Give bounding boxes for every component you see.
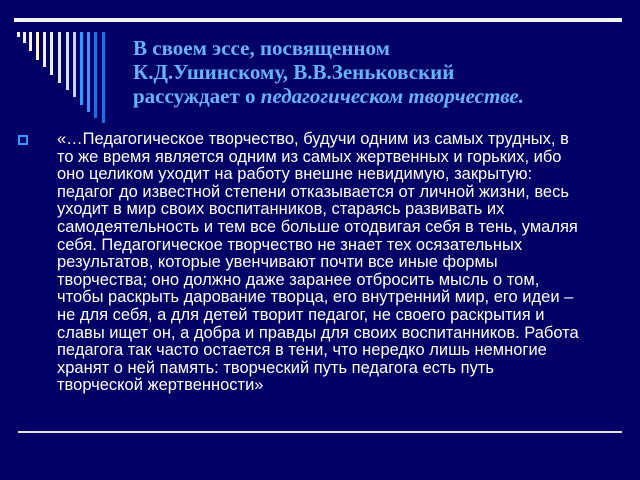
decorative-bar <box>50 32 53 75</box>
title-line-1: В своем эссе, посвященном <box>133 36 390 60</box>
quote-line: педагог до известной степени отказывается от личной жизни, весь <box>57 182 569 201</box>
top-divider <box>14 18 622 22</box>
quote-line: хранят о ней память: творческий путь педагога есть путь <box>57 358 494 377</box>
title-prefix: рассуждает о <box>133 84 261 108</box>
quote-line: оно целиком уходит на работу внешне невидимую, закрытую: <box>57 165 533 184</box>
decorative-bar <box>80 32 83 105</box>
decorative-bar <box>73 32 76 97</box>
slide-title <box>133 36 524 108</box>
title-line-3 <box>133 84 524 108</box>
quote-line: славы ищет он, а добра и правды для своих воспитанников. Работа <box>57 323 579 342</box>
quote-line: «…Педагогическое творчество, будучи одним из самых трудных, в <box>57 130 569 148</box>
quote-line: творчества; оно должно даже заранее отбросить мысль о том, <box>57 270 540 289</box>
decorative-bar <box>94 32 97 118</box>
quote-line: не для себя, а для детей творит педагог, не своего раскрытия и <box>57 305 545 324</box>
title-emphasis: педагогическом творчестве. <box>260 84 524 108</box>
bottom-divider <box>18 431 622 433</box>
decorative-bar <box>87 32 90 112</box>
decorative-bar <box>43 32 46 67</box>
decorative-bar <box>29 32 32 51</box>
title-line-2: К.Д.Ушинскому, В.В.Зеньковский <box>133 60 455 84</box>
decorative-bar <box>66 32 69 90</box>
quote-line: чтобы раскрыть дарование творца, его внутренний мир, его идеи – <box>57 288 574 307</box>
quote-line: творческой жертвенности» <box>57 376 264 395</box>
quote-line: уходит в мир своих воспитанников, стараясь развивать их <box>57 200 505 219</box>
quote-text <box>57 131 579 395</box>
quote-line: результатов, которые увенчивают почти все иные формы <box>57 253 498 272</box>
quote-line: то же время является одним из самых жертвенных и горьких, ибо <box>57 147 562 166</box>
square-bullet-icon <box>18 135 28 145</box>
decorative-bar <box>58 32 61 83</box>
decorative-bar <box>17 32 20 37</box>
decorative-bar <box>36 32 39 60</box>
quote-line: себя. Педагогическое творчество не знает тех осязательных <box>57 235 523 254</box>
decorative-bar <box>102 32 105 123</box>
decorative-bar <box>23 32 26 43</box>
quote-line: самодеятельность и тем все больше отодвигая себя в тень, умаляя <box>57 217 578 236</box>
quote-line: педагога так часто остается в тени, что нередко лишь немногие <box>57 341 547 360</box>
